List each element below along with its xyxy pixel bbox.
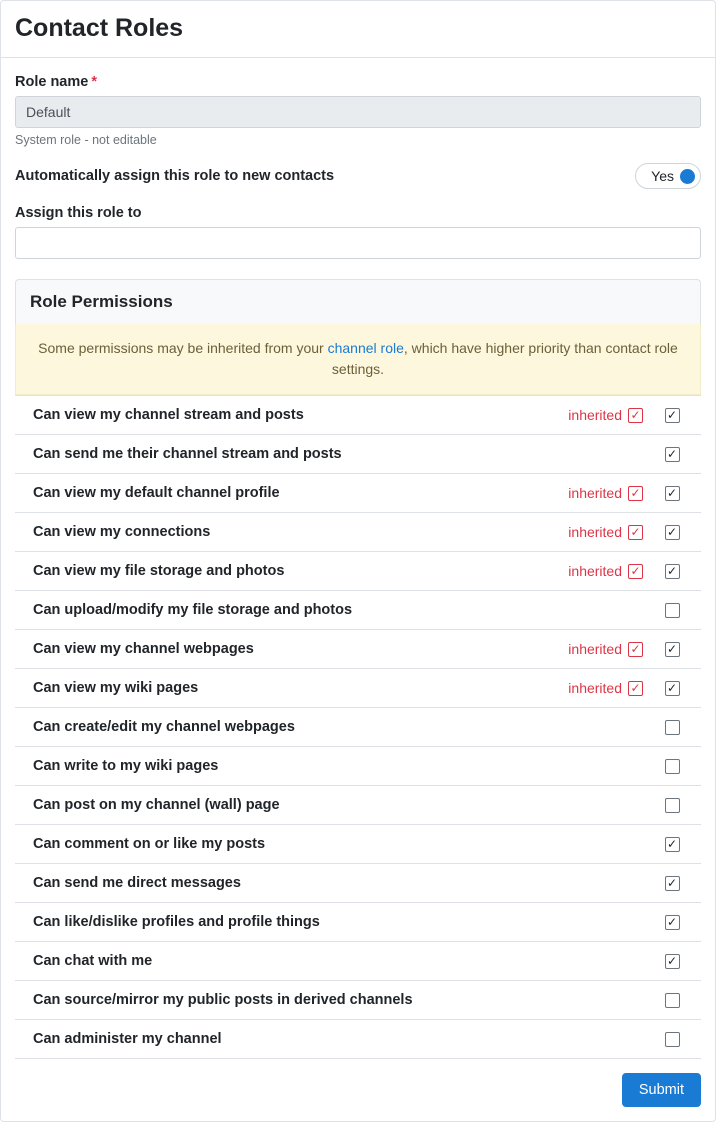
- permission-checkbox[interactable]: [665, 798, 680, 813]
- permission-row: [15, 630, 701, 669]
- toggle-knob-icon: [680, 169, 695, 184]
- permission-label: Can create/edit my channel webpages: [33, 719, 295, 735]
- permission-label: Can send me direct messages: [33, 875, 241, 891]
- permission-checkbox-cell: [655, 993, 695, 1008]
- permission-checkbox-cell: [655, 564, 695, 579]
- permission-checkbox[interactable]: ✓: [665, 564, 680, 579]
- inherited-indicator: [568, 641, 655, 657]
- permission-row: [15, 435, 701, 474]
- inherited-indicator: [568, 563, 655, 579]
- permission-checkbox[interactable]: [665, 759, 680, 774]
- inherited-label: inherited: [568, 485, 622, 501]
- permission-checkbox[interactable]: ✓: [665, 486, 680, 501]
- permission-row: [15, 981, 701, 1020]
- notice-suffix: , which have higher priority than contact role settings.: [331, 340, 678, 377]
- inherited-checkbox-icon: ✓: [628, 525, 643, 540]
- permission-checkbox-cell: [655, 1032, 695, 1047]
- permission-label: Can view my wiki pages: [33, 680, 199, 696]
- inherited-checkbox-icon: ✓: [628, 408, 643, 423]
- permission-checkbox-cell: [655, 486, 695, 501]
- notice-prefix: Some permissions may be inherited from your: [38, 340, 328, 356]
- role-name-help: System role - not editable: [15, 133, 157, 147]
- page-title: Contact Roles: [15, 14, 184, 42]
- permission-checkbox-cell: [655, 642, 695, 657]
- inherited-checkbox-icon: ✓: [628, 564, 643, 579]
- permission-label: Can chat with me: [33, 953, 153, 969]
- inherited-checkbox-icon: ✓: [628, 681, 643, 696]
- permissions-list: [15, 395, 701, 1059]
- permission-checkbox[interactable]: [665, 603, 680, 618]
- required-indicator: *: [91, 74, 97, 90]
- permission-row: [15, 474, 701, 513]
- permission-row: [15, 747, 701, 786]
- permission-checkbox-cell: [655, 603, 695, 618]
- permission-checkbox[interactable]: ✓: [665, 642, 680, 657]
- permission-checkbox-cell: [655, 408, 695, 423]
- permission-row: [15, 513, 701, 552]
- permission-checkbox-cell: [655, 681, 695, 696]
- role-name-label-text: Role name: [15, 74, 89, 90]
- inherited-indicator: [568, 485, 655, 501]
- permission-label: Can view my file storage and photos: [33, 563, 285, 579]
- permission-checkbox-cell: [655, 720, 695, 735]
- permission-checkbox-cell: [655, 837, 695, 852]
- inherited-label: inherited: [568, 563, 622, 579]
- permission-checkbox[interactable]: ✓: [665, 408, 680, 423]
- inherited-label: inherited: [568, 524, 622, 540]
- permission-checkbox-cell: [655, 954, 695, 969]
- permission-checkbox[interactable]: [665, 720, 680, 735]
- page-header: [1, 1, 715, 58]
- permission-label: Can comment on or like my posts: [33, 836, 266, 852]
- permission-checkbox[interactable]: [665, 993, 680, 1008]
- permission-label: Can view my connections: [33, 524, 211, 540]
- form-body: [1, 58, 715, 1059]
- permission-checkbox[interactable]: ✓: [665, 447, 680, 462]
- permission-checkbox[interactable]: ✓: [665, 915, 680, 930]
- inherited-label: inherited: [568, 641, 622, 657]
- role-name-label: [15, 74, 701, 90]
- permission-label: Can administer my channel: [33, 1031, 222, 1047]
- role-permissions-heading: Role Permissions: [15, 279, 701, 324]
- inherited-indicator: [568, 407, 655, 423]
- submit-button[interactable]: Submit: [622, 1073, 701, 1107]
- permission-checkbox[interactable]: [665, 1032, 680, 1047]
- permission-checkbox[interactable]: ✓: [665, 954, 680, 969]
- permission-checkbox-cell: [655, 798, 695, 813]
- inherited-checkbox-icon: ✓: [628, 486, 643, 501]
- permission-row: [15, 942, 701, 981]
- inherited-label: inherited: [568, 407, 622, 423]
- inherited-label: inherited: [568, 680, 622, 696]
- permission-checkbox-cell: [655, 447, 695, 462]
- auto-assign-toggle[interactable]: [635, 163, 701, 189]
- permission-checkbox[interactable]: ✓: [665, 681, 680, 696]
- assign-to-label: Assign this role to: [15, 205, 142, 221]
- permission-label: Can source/mirror my public posts in derived channels: [33, 992, 413, 1008]
- form-footer: [1, 1059, 715, 1121]
- role-name-input[interactable]: [15, 96, 701, 128]
- channel-role-link[interactable]: channel role: [327, 340, 404, 356]
- permission-checkbox-cell: [655, 876, 695, 891]
- permission-label: Can like/dislike profiles and profile things: [33, 914, 320, 930]
- permission-row: [15, 903, 701, 942]
- assign-to-input[interactable]: [15, 227, 701, 259]
- permission-checkbox[interactable]: ✓: [665, 876, 680, 891]
- inherited-indicator: [568, 524, 655, 540]
- permission-label: Can send me their channel stream and posts: [33, 446, 342, 462]
- permission-row: [15, 786, 701, 825]
- permission-checkbox[interactable]: ✓: [665, 525, 680, 540]
- permission-row: [15, 669, 701, 708]
- permission-row: [15, 1020, 701, 1059]
- auto-assign-row: [15, 163, 701, 189]
- permission-label: Can view my channel stream and posts: [33, 407, 304, 423]
- permission-label: Can post on my channel (wall) page: [33, 797, 280, 813]
- permission-row: [15, 591, 701, 630]
- permission-row: [15, 396, 701, 435]
- permission-label: Can upload/modify my file storage and photos: [33, 602, 353, 618]
- permission-label: Can view my default channel profile: [33, 485, 280, 501]
- permission-checkbox-cell: [655, 759, 695, 774]
- permission-label: Can view my channel webpages: [33, 641, 254, 657]
- inheritance-notice: [15, 324, 701, 395]
- auto-assign-label: Automatically assign this role to new contacts: [15, 168, 335, 184]
- permission-checkbox-cell: [655, 915, 695, 930]
- permission-row: [15, 825, 701, 864]
- permission-checkbox-cell: [655, 525, 695, 540]
- permission-row: [15, 708, 701, 747]
- auto-assign-toggle-state: Yes: [651, 168, 674, 184]
- permission-row: [15, 864, 701, 903]
- permission-label: Can write to my wiki pages: [33, 758, 219, 774]
- inherited-indicator: [568, 680, 655, 696]
- inherited-checkbox-icon: ✓: [628, 642, 643, 657]
- permission-row: [15, 552, 701, 591]
- permission-checkbox[interactable]: ✓: [665, 837, 680, 852]
